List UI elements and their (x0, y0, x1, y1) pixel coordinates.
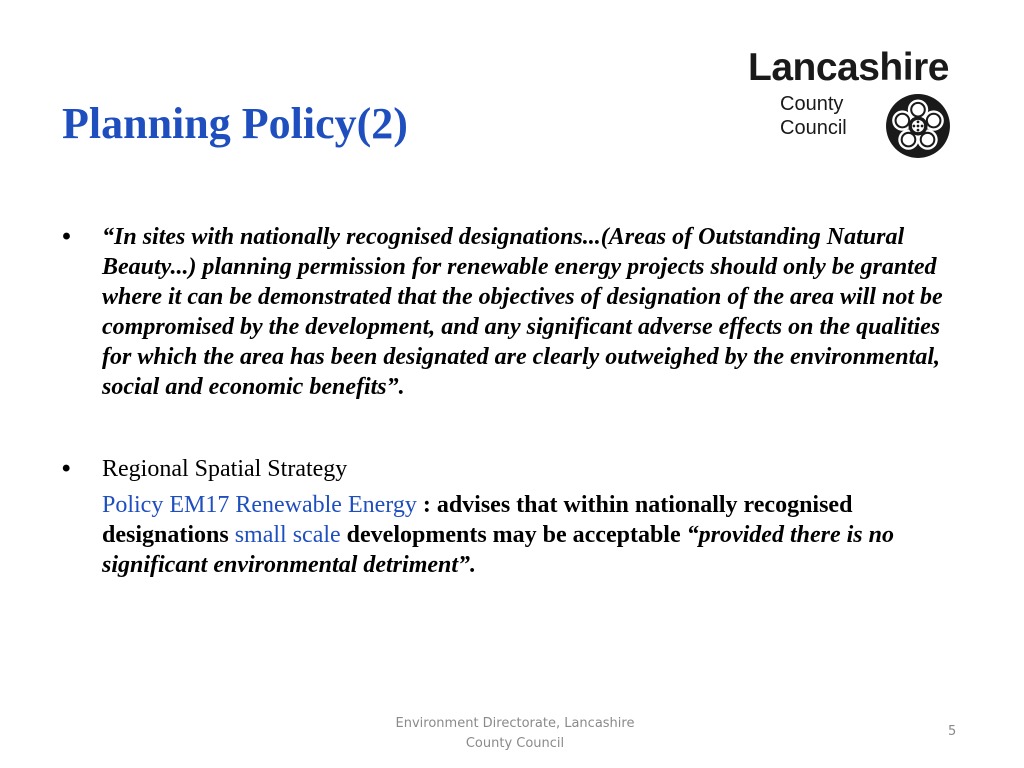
lancashire-county-council-logo (748, 48, 978, 158)
page-number: 5 (948, 724, 957, 739)
bullet-item-strategy (62, 454, 962, 484)
bullet-strategy-heading: Regional Spatial Strategy (102, 456, 348, 482)
policy-highlight: small scale (234, 522, 341, 548)
footer-line-1: Environment Directorate, Lancashire (395, 716, 635, 731)
policy-paragraph (62, 490, 962, 580)
slide-footer (370, 714, 660, 754)
policy-text-b: developments may be acceptable (340, 522, 687, 548)
policy-quote: “provided there is no significant environmental detriment”. (102, 522, 894, 578)
logo-county-text: County (780, 93, 844, 115)
red-rose-icon (884, 92, 952, 160)
slide-body (62, 222, 962, 580)
policy-text-a: : advises that within nationally recognised designations (102, 492, 853, 548)
bullet-marker: • (62, 223, 71, 250)
bullet-marker: • (62, 455, 71, 482)
footer-line-2: County Council (465, 736, 565, 751)
bullet-item-quote (62, 222, 960, 402)
slide-title: Planning Policy(2) (62, 99, 408, 148)
policy-name: Policy EM17 Renewable Energy (102, 492, 417, 518)
logo-council-text: Council (780, 117, 847, 139)
bullet-quote-text: “In sites with nationally recognised designations...(Areas of Outstanding Natural Beauty...) planning permission for renewable energy projects should only be granted where it can be demonstrated that the objectives of designation of the area will not be compromised by the development, and any significant adverse effects on the qualities for which the area has been designated are clearly outweighed by the environmental, social and economic benefits”. (102, 224, 943, 400)
logo-wordmark: Lancashire (748, 46, 949, 89)
